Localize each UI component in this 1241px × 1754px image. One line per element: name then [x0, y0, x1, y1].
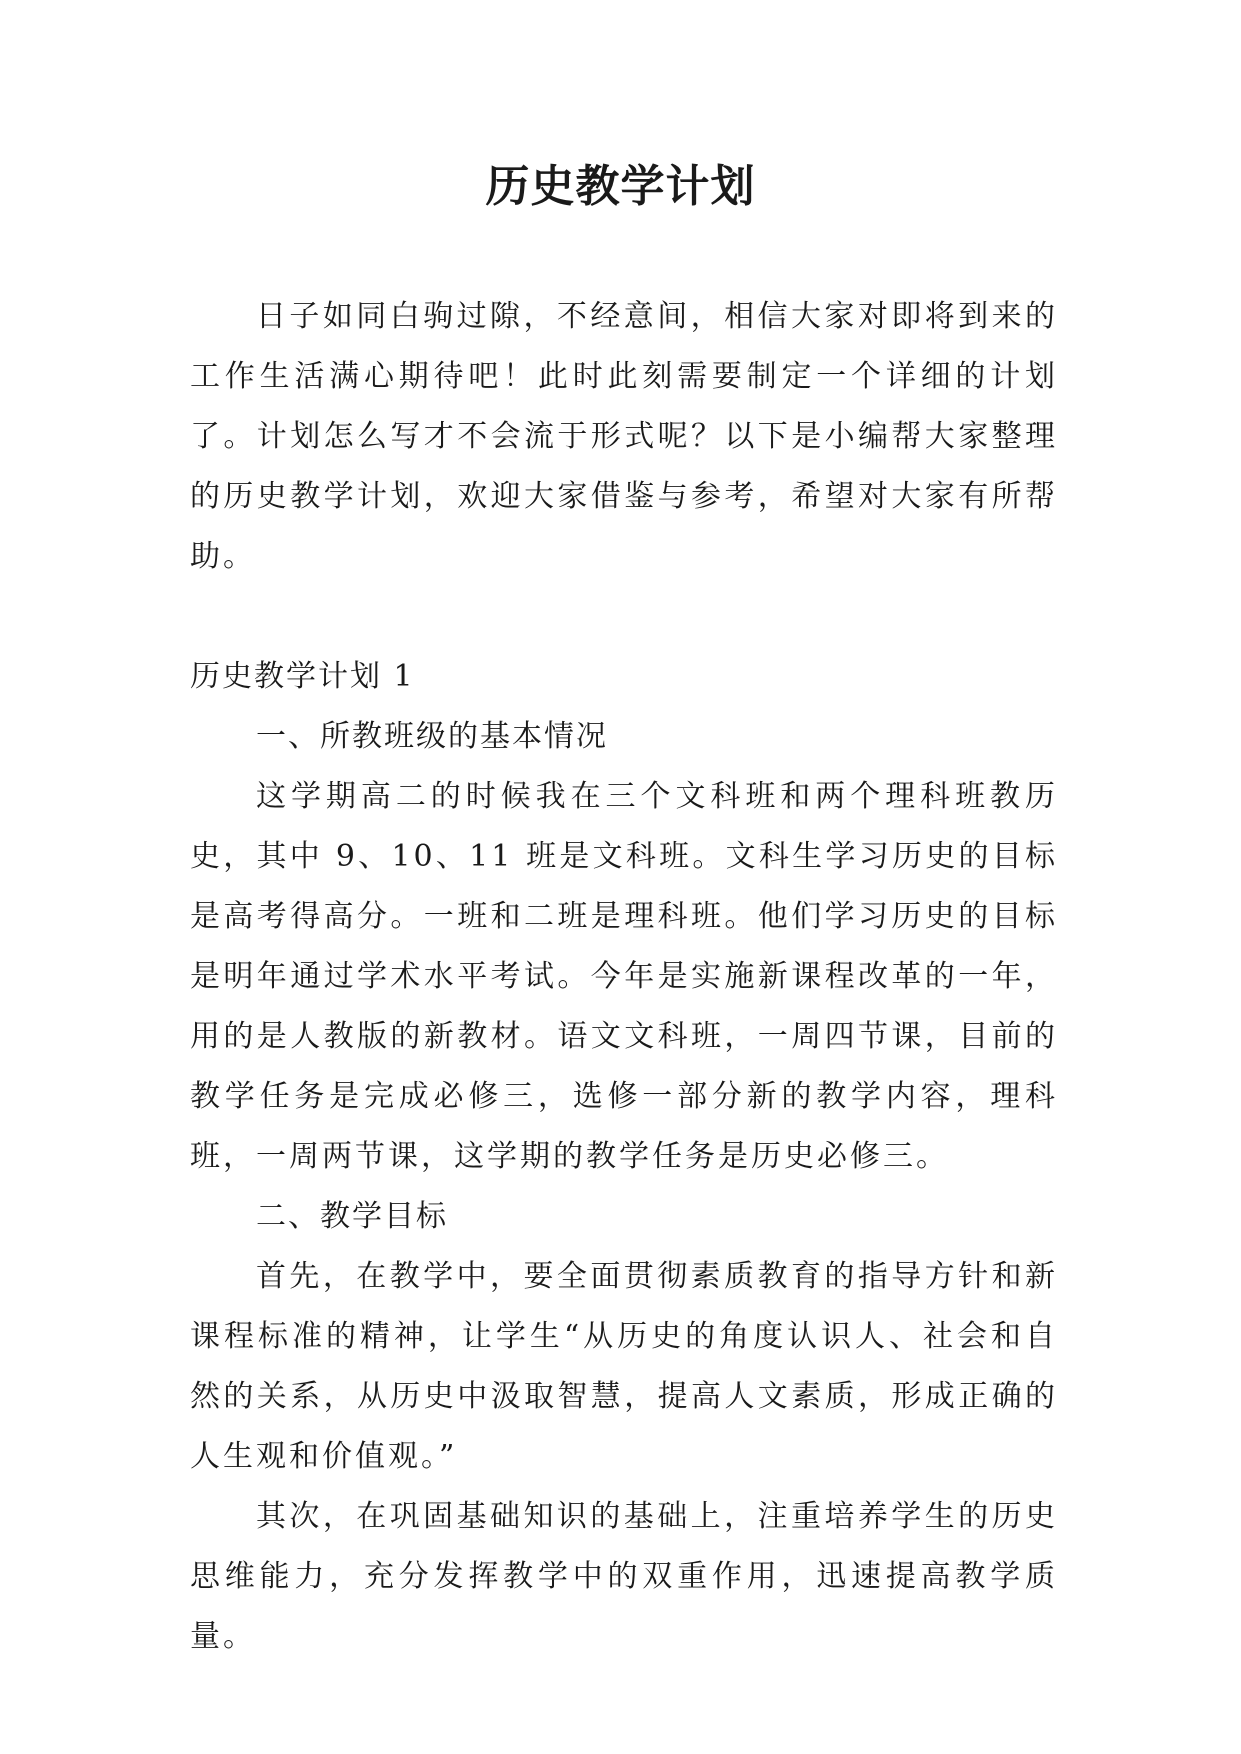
section-heading-basic-situation: 一、所教班级的基本情况 — [256, 719, 608, 754]
document-title: 历史教学计划 — [485, 161, 756, 212]
blank-line — [190, 587, 1058, 647]
section-paragraph: 这学期高二的时候我在三个文科班和两个理科班教历史，其中 9、10、11 班是文科班。文科生学习历史的目标是高考得高分。一班和二班是理科班。他们学习历史的目标是明年通过学术水平考试。今年是实施新课程改革的一年，用的是人教版的新教材。语文文科班，一周四节课，目前的教学任务是完成必修三，选修一部分新的教学内容，理科班，一周两节课，这学期的教学任务是历史必修三。 — [190, 779, 1058, 1174]
intro-paragraph: 日子如同白驹过隙，不经意间，相信大家对即将到来的工作生活满心期待吧！此时此刻需要制定一个详细的计划了。计划怎么写才不会流于形式呢？以下是小编帮大家整理的历史教学计划，欢迎大家借鉴与参考，希望对大家有所帮助。 — [190, 299, 1058, 574]
plan-title: 历史教学计划 1 — [190, 659, 415, 694]
section-paragraph: 其次，在巩固基础知识的基础上，注重培养学生的历史思维能力，充分发挥教学中的双重作用，迅速提高教学质量。 — [190, 1499, 1058, 1654]
section-paragraph: 首先，在教学中，要全面贯彻素质教育的指导方针和新课程标准的精神，让学生“从历史的角度认识人、社会和自然的关系，从历史中汲取智慧，提高人文素质，形成正确的人生观和价值观。” — [190, 1259, 1058, 1474]
document-body — [190, 287, 1058, 1667]
section-heading-teaching-goals: 二、教学目标 — [256, 1199, 448, 1234]
